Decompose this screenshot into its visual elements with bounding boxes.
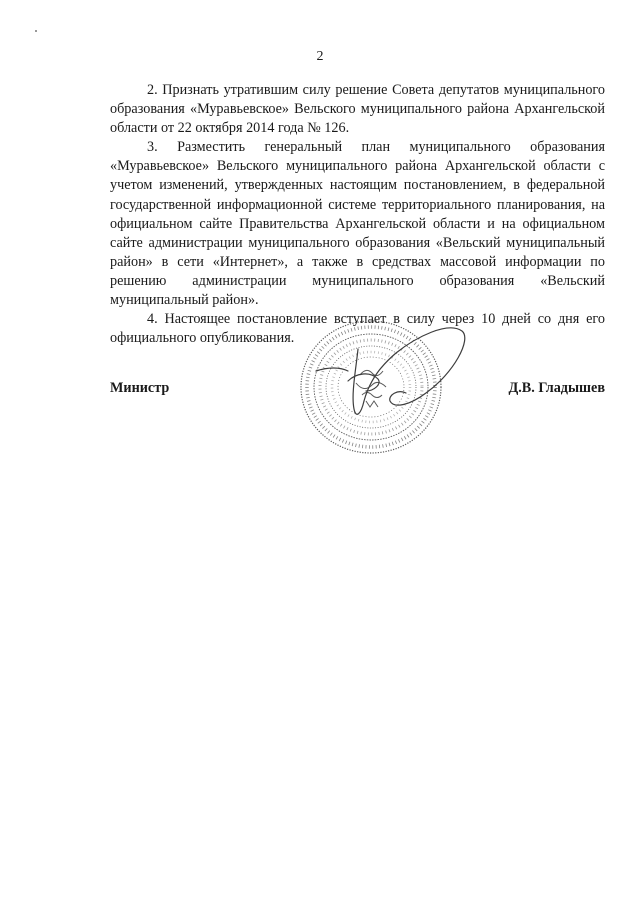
scan-speck [35, 30, 37, 32]
paragraph-3: 3. Разместить генеральный план муниципального образования «Муравьевское» Вельского муниципального района Архангельской области с учетом изменений, утвержденных настоящим постановлением, в федеральной государственной информационной системе территориального планирования, на официальном сайте Правительства Архангельской области и на официальном сайте администрации муниципального образования «Вельский муниципальный район» в сети «Интернет», а также в средствах массовой информации по решению администрации муниципального образования «Вельский муниципальный район». [110, 139, 605, 309]
signature-block [110, 380, 605, 400]
page-number: 2 [316, 49, 324, 64]
paragraph-4: 4. Настоящее постановление вступает в силу через 10 дней со дня его официального опубликования. [110, 311, 605, 347]
document-body [110, 81, 605, 348]
paragraph-2: 2. Признать утратившим силу решение Совета депутатов муниципального образования «Муравьевское» Вельского муниципального района Архангельской области от 22 октября 2014 года № 126. [110, 82, 605, 137]
signatory-title: Министр [110, 380, 170, 396]
signatory-name: Д.В. Гладышев [508, 380, 605, 396]
